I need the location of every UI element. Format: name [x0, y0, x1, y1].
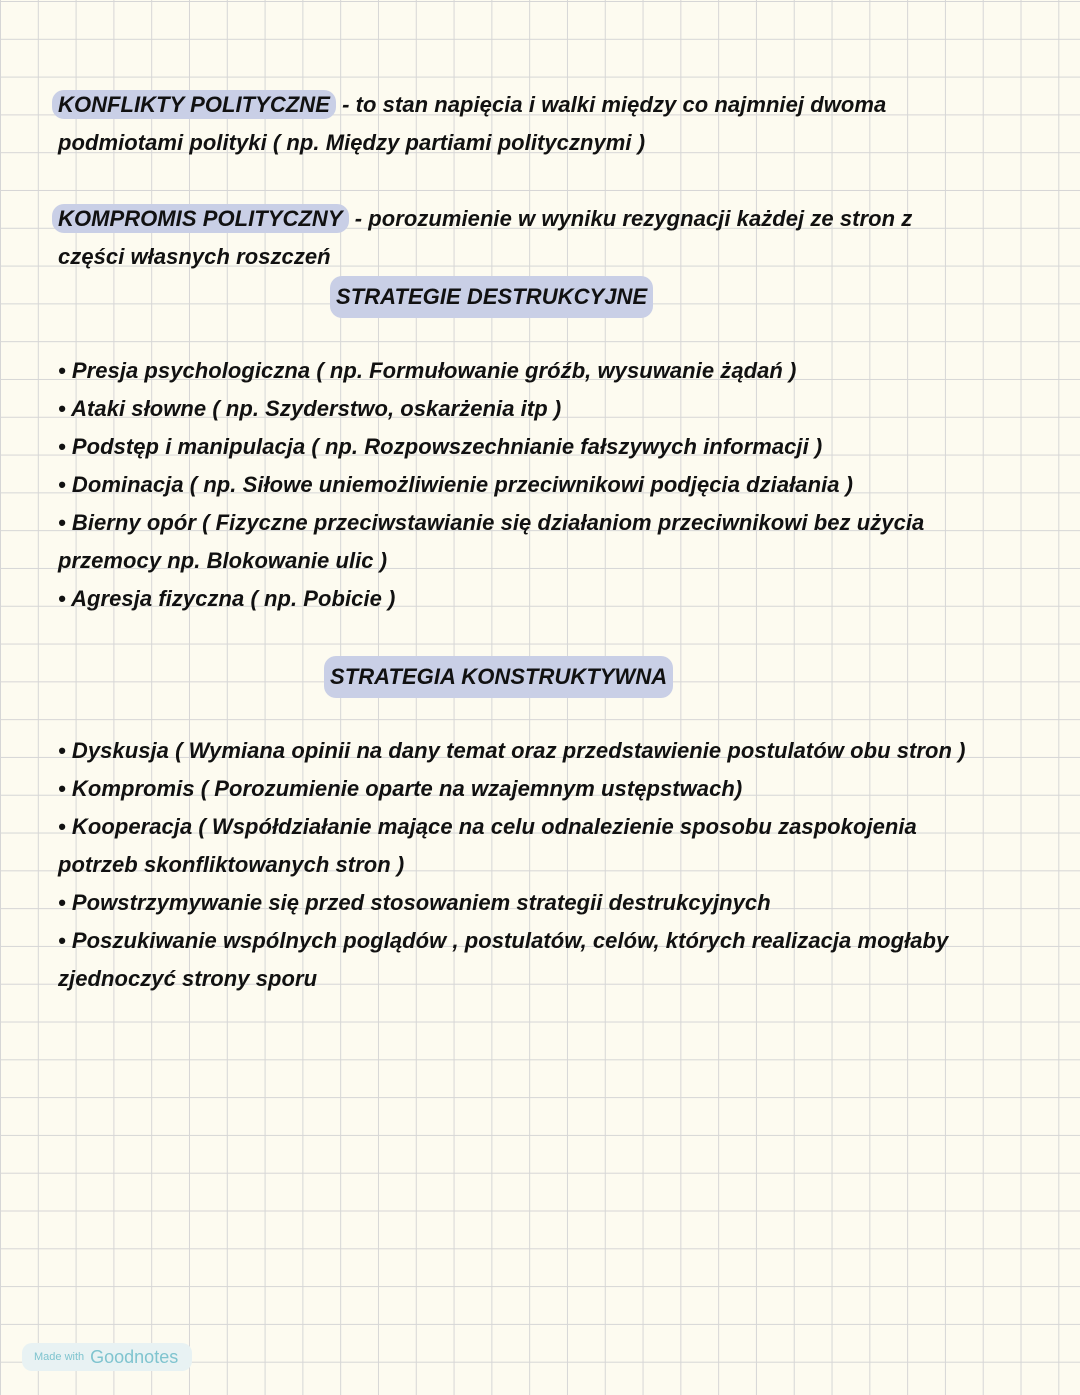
heading-highlight: STRATEGIA KONSTRUKTYWNA — [324, 656, 673, 698]
list-item: • Bierny opór ( Fizyczne przeciwstawianie się działaniom przeciwnikowi bez użycia — [58, 510, 925, 535]
list-item: • Dominacja ( np. Siłowe uniemożliwienie przeciwnikowi podjęcia działania ) — [58, 472, 854, 497]
goodnotes-watermark — [22, 1343, 192, 1371]
definition-line: podmiotami polityki ( np. Między partiami politycznymi ) — [58, 130, 646, 155]
list-item: • Kompromis ( Porozumienie oparte na wzajemnym ustępstwach) — [58, 776, 743, 801]
definition-text: - porozumienie w wyniku rezygnacji każdej ze stron z — [348, 206, 913, 231]
definition-text: - to stan napięcia i walki między co najmniej dwoma — [335, 92, 887, 117]
list-item: • Poszukiwanie wspólnych poglądów , postulatów, celów, których realizacja mogłaby — [58, 928, 949, 953]
heading-highlight: STRATEGIE DESTRUKCYJNE — [330, 276, 653, 318]
definition-line: części własnych roszczeń — [58, 244, 331, 269]
list-item: • Agresja fizyczna ( np. Pobicie ) — [58, 586, 396, 611]
definition-line — [58, 86, 1050, 124]
list-item: • Kooperacja ( Współdziałanie mające na celu odnalezienie sposobu zaspokojenia — [58, 814, 917, 839]
list-item: • Presja psychologiczna ( np. Formułowanie gróźb, wysuwanie żądań ) — [58, 358, 797, 383]
list-item-continuation: przemocy np. Blokowanie ulic ) — [58, 548, 388, 573]
list-item-continuation: potrzeb skonfliktowanych stron ) — [58, 852, 405, 877]
list-item-continuation: zjednoczyć strony sporu — [58, 966, 318, 991]
list-item: • Ataki słowne ( np. Szyderstwo, oskarżenia itp ) — [58, 396, 562, 421]
watermark-brand: Goodnotes — [90, 1346, 179, 1367]
list-item: • Podstęp i manipulacja ( np. Rozpowszechnianie fałszywych informacji ) — [58, 434, 823, 459]
section-heading-constructive — [58, 656, 1050, 694]
note-page — [58, 86, 1050, 998]
definition-line — [58, 200, 1050, 238]
watermark-made-with: Made with — [34, 1351, 85, 1363]
list-item: • Dyskusja ( Wymiana opinii na dany temat oraz przedstawienie postulatów obu stron ) — [58, 738, 966, 763]
definition-term-highlight: KOMPROMIS POLITYCZNY — [52, 204, 349, 233]
definition-term-highlight: KONFLIKTY POLITYCZNE — [52, 90, 336, 119]
section-heading-destructive — [58, 276, 1050, 314]
list-item: • Powstrzymywanie się przed stosowaniem strategii destrukcyjnych — [58, 890, 771, 915]
